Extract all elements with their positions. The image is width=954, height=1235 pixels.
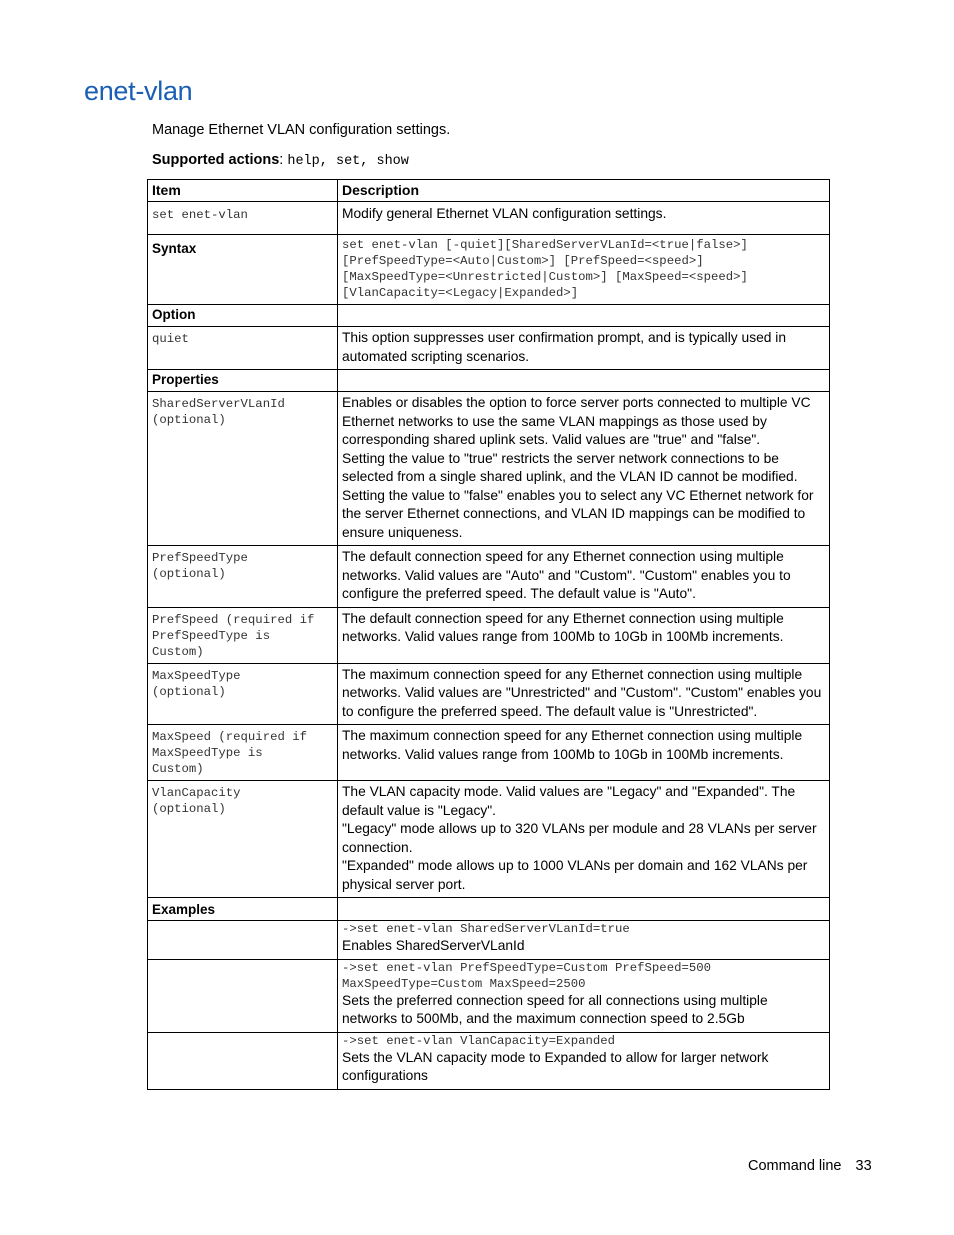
supported-actions-value: help, set, show (287, 154, 409, 169)
option-description: This option suppresses user confirmation prompt, and is typically used in automated scripting scenarios. (338, 327, 830, 370)
example-row (148, 959, 830, 1032)
property-row (148, 725, 830, 781)
example-empty-cell (148, 959, 338, 1032)
supported-actions (152, 152, 409, 169)
intro-text: Manage Ethernet VLAN configuration settings. (152, 122, 451, 138)
example-cell (338, 1032, 830, 1089)
property-row (148, 663, 830, 725)
examples-label: Examples (148, 898, 338, 921)
header-item: Item (148, 180, 338, 202)
properties-label: Properties (148, 370, 338, 392)
examples-section-row (148, 898, 830, 921)
option-name: quiet (148, 327, 338, 370)
page-title: enet-vlan (84, 76, 193, 106)
command-table (147, 179, 830, 1090)
option-section-row (148, 305, 830, 327)
example-row (148, 921, 830, 960)
property-row (148, 781, 830, 898)
command-row (148, 202, 830, 235)
example-row (148, 1032, 830, 1089)
syntax-row (148, 235, 830, 305)
page-number: 33 (855, 1158, 872, 1174)
property-name: VlanCapacity (optional) (148, 781, 338, 898)
property-name: PrefSpeedType (optional) (148, 546, 338, 608)
header-description: Description (338, 180, 830, 202)
example-cell (338, 921, 830, 960)
properties-section-row (148, 370, 830, 392)
property-description: The default connection speed for any Ethernet connection using multiple networks. Valid values are "Auto" and "Custom". "Custom" enables you to configure the preferred speed. The default value is "Auto". (338, 546, 830, 608)
syntax-label: Syntax (148, 235, 338, 305)
example-description: Sets the VLAN capacity mode to Expanded to allow for larger network configurations (342, 1049, 769, 1083)
syntax-value: set enet-vlan [-quiet][SharedServerVLanId=<true|false>] [PrefSpeedType=<Auto|Custom>] [PrefSpeed=<speed>] [MaxSpeedType=<Unrestricted|Custom>] [MaxSpeed=<speed>] [VlanCapacity=<Legacy|Expanded>] (338, 235, 830, 305)
property-row (148, 607, 830, 663)
property-name: MaxSpeedType (optional) (148, 663, 338, 725)
supported-actions-label: Supported actions (152, 152, 280, 168)
property-name: MaxSpeed (required if MaxSpeedType is Custom) (148, 725, 338, 781)
command-description: Modify general Ethernet VLAN configuration settings. (338, 202, 830, 235)
table-header-row (148, 180, 830, 202)
property-description: The maximum connection speed for any Ethernet connection using multiple networks. Valid values range from 100Mb to 10Gb in 100Mb increments. (338, 725, 830, 781)
properties-empty-cell (338, 370, 830, 392)
example-command: ->set enet-vlan SharedServerVLanId=true (342, 922, 630, 936)
property-description: The VLAN capacity mode. Valid values are "Legacy" and "Expanded". The default value is "Legacy". "Legacy" mode allows up to 320 VLANs per module and 28 VLANs per server connection. "Expanded" mode allows up to 1000 VLANs per domain and 162 VLANs per physical server port. (338, 781, 830, 898)
option-label: Option (148, 305, 338, 327)
page-footer (748, 1158, 872, 1174)
property-name: PrefSpeed (required if PrefSpeedType is Custom) (148, 607, 338, 663)
property-row (148, 546, 830, 608)
property-row (148, 392, 830, 546)
examples-empty-cell (338, 898, 830, 921)
example-empty-cell (148, 1032, 338, 1089)
property-name: SharedServerVLanId (optional) (148, 392, 338, 546)
property-description: The maximum connection speed for any Ethernet connection using multiple networks. Valid values are "Unrestricted" and "Custom". "Custom" enables you to configure the preferred speed. The default value is "Unrestricted". (338, 663, 830, 725)
example-cell (338, 959, 830, 1032)
example-command: ->set enet-vlan VlanCapacity=Expanded (342, 1033, 616, 1048)
property-description: The default connection speed for any Ethernet connection using multiple networks. Valid values range from 100Mb to 10Gb in 100Mb increments. (338, 607, 830, 663)
example-description: Enables SharedServerVLanId (342, 938, 525, 953)
example-empty-cell (148, 921, 338, 960)
example-description: Sets the preferred connection speed for all connections using multiple networks to 500Mb, and the maximum connection speed to 2.5Gb (342, 992, 768, 1026)
supported-actions-separator: : (279, 152, 288, 168)
option-empty-cell (338, 305, 830, 327)
command-name: set enet-vlan (148, 202, 338, 235)
footer-section: Command line (748, 1158, 842, 1174)
example-command: ->set enet-vlan PrefSpeedType=Custom PrefSpeed=500 MaxSpeedType=Custom MaxSpeed=2500 (342, 960, 711, 991)
option-row (148, 327, 830, 370)
property-description: Enables or disables the option to force server ports connected to multiple VC Ethernet networks to use the same VLAN mappings as those used by corresponding shared uplink sets. Valid values are "true" and "false". Setting the value to "true" restricts the server network connections to be selected from a single shared uplink, and the VLAN ID cannot be modified. Setting the value to "false" enables you to select any VC Ethernet network for the server Ethernet connections, and VLAN ID mappings can be modified to ensure uniqueness. (338, 392, 830, 546)
